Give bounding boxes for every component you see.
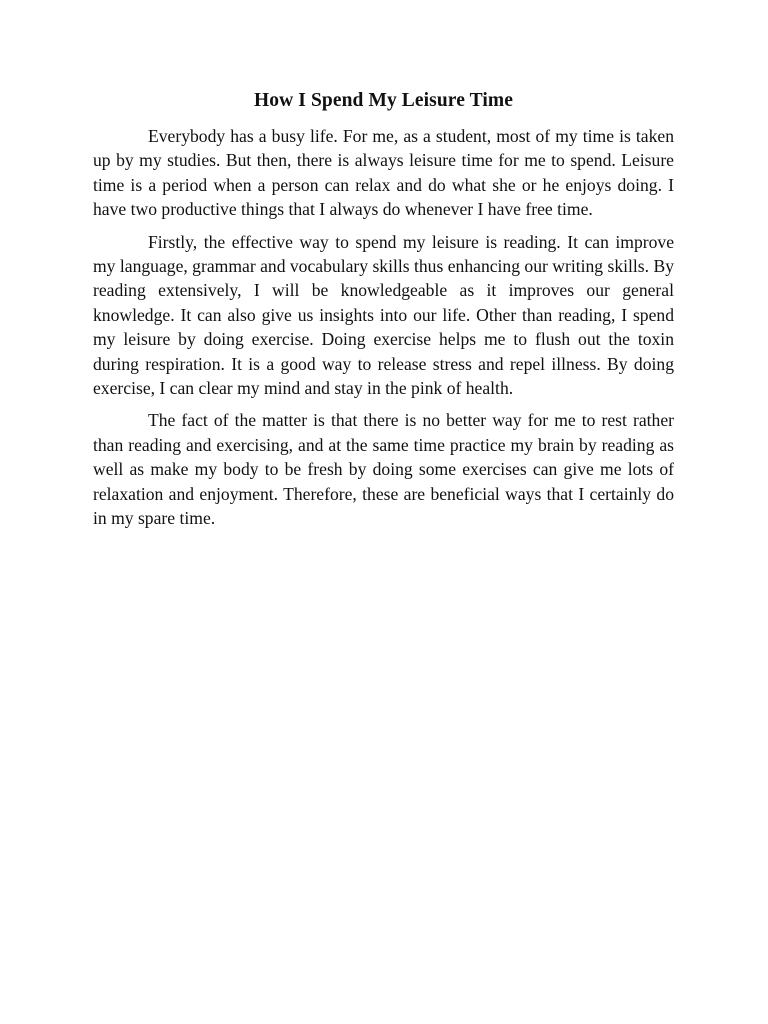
essay-paragraph-intro: Everybody has a busy life. For me, as a student, most of my time is taken up by my studies. But then, there is always leisure time for me to spend. Leisure time is a period when a person can relax and do what she or he enjoys doing. I have two productive things that I always do whenever I have free time.	[93, 126, 674, 220]
essay-title: How I Spend My Leisure Time	[254, 90, 513, 111]
essay-body	[93, 88, 674, 539]
essay-paragraph-body: Firstly, the effective way to spend my leisure is reading. It can improve my language, grammar and vocabulary skills thus enhancing our writing skills. By reading extensively, I will be knowledgeable as it improves our general knowledge. It can also give us insights into our life. Other than reading, I spend my leisure by doing exercise. Doing exercise helps me to flush out the toxin during respiration. It is a good way to release stress and repel illness. By doing exercise, I can clear my mind and stay in the pink of health.	[93, 231, 674, 399]
essay-paragraph-conclusion: The fact of the matter is that there is no better way for me to rest rather than reading and exercising, and at the same time practice my brain by reading as well as make my body to be fresh by doing some exercises can give me lots of relaxation and enjoyment. Therefore, these are beneficial ways that I certainly do in my spare time.	[93, 410, 674, 529]
